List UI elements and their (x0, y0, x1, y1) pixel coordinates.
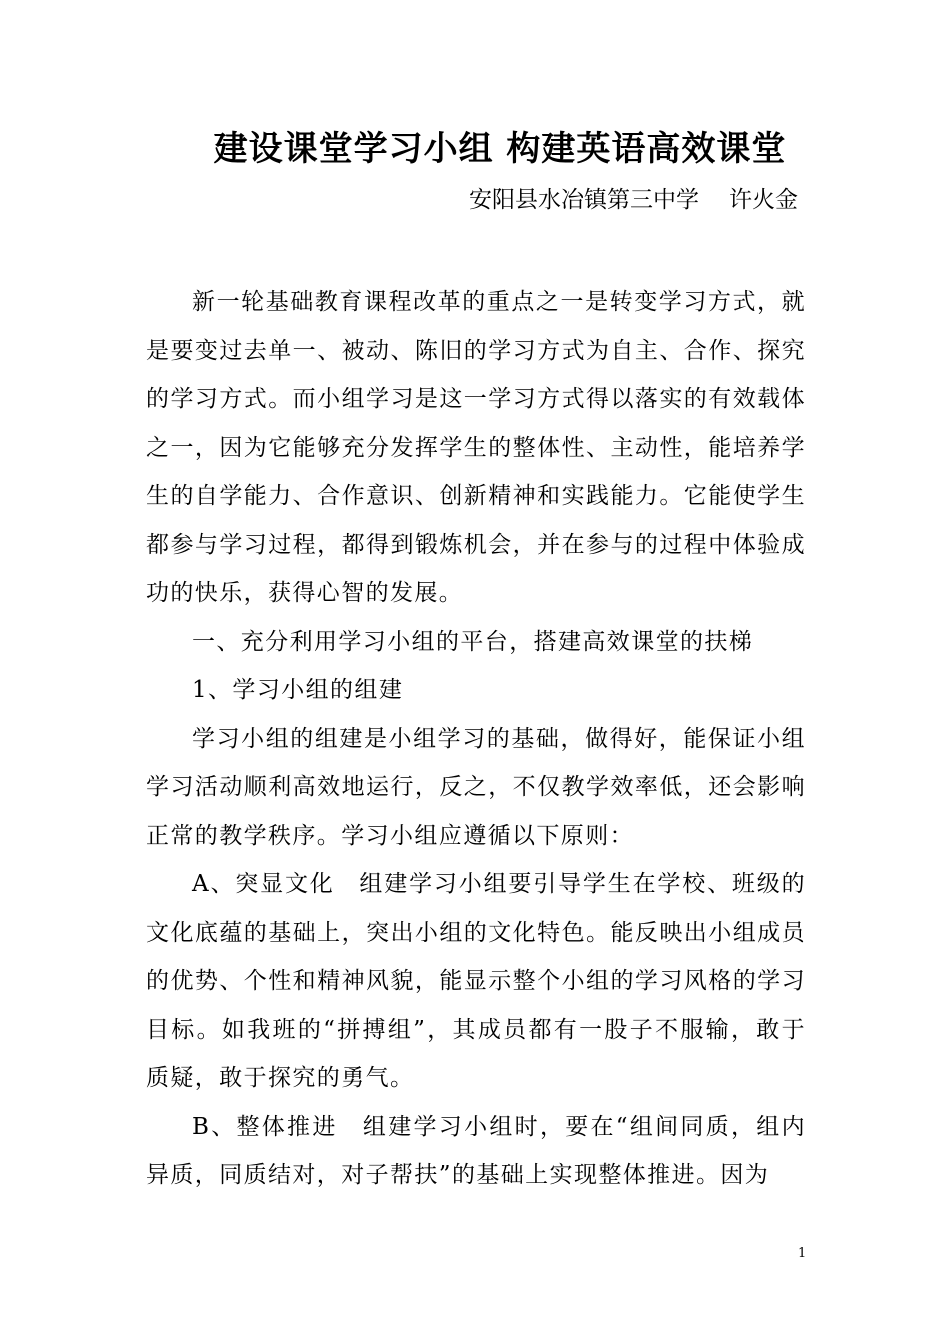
paragraph-principle-b: B、整体推进 组建学习小组时，要在“组间同质，组内异质，同质结对，对子帮扶”的基础上实现整体推进。因为 (146, 1113, 806, 1188)
paragraph-principle-a: A、突显文化 组建学习小组要引导学生在学校、班级的文化底蕴的基础上，突出小组的文化特色。能反映出小组成员的优势、个性和精神风貌，能显示整个小组的学习风格的学习目标。如我班的“拼搏组”，其成员都有一股子不服输，敢于质疑，敢于探究的勇气。 (146, 871, 806, 1091)
author-byline (469, 184, 798, 216)
author-school: 安阳县水冶镇第三中学 (469, 187, 699, 213)
subsection-heading-1: 1、学习小组的组建 (192, 677, 404, 703)
document-title: 建设课堂学习小组 构建英语高效课堂 (213, 129, 787, 169)
page-number: 1 (798, 1246, 807, 1261)
section-heading-1: 一、充分利用学习小组的平台，搭建高效课堂的扶梯 (192, 628, 754, 655)
author-name: 许火金 (729, 187, 798, 213)
paragraph-intro: 新一轮基础教育课程改革的重点之一是转变学习方式，就是要变过去单一、被动、陈旧的学习方式为自主、合作、探究的学习方式。而小组学习是这一学习方式得以落实的有效载体之一，因为它能够充分发挥学生的整体性、主动性，能培养学生的自学能力、合作意识、创新精神和实践能力。它能使学生都参与学习过程，都得到锻炼机会，并在参与的过程中体验成功的快乐，获得心智的发展。 (146, 289, 806, 606)
paragraph-group-building: 学习小组的组建是小组学习的基础，做得好，能保证小组学习活动顺利高效地运行，反之，不仅教学效率低，还会影响正常的教学秩序。学习小组应遵循以下原则： (146, 725, 806, 849)
document-body (146, 278, 806, 1200)
